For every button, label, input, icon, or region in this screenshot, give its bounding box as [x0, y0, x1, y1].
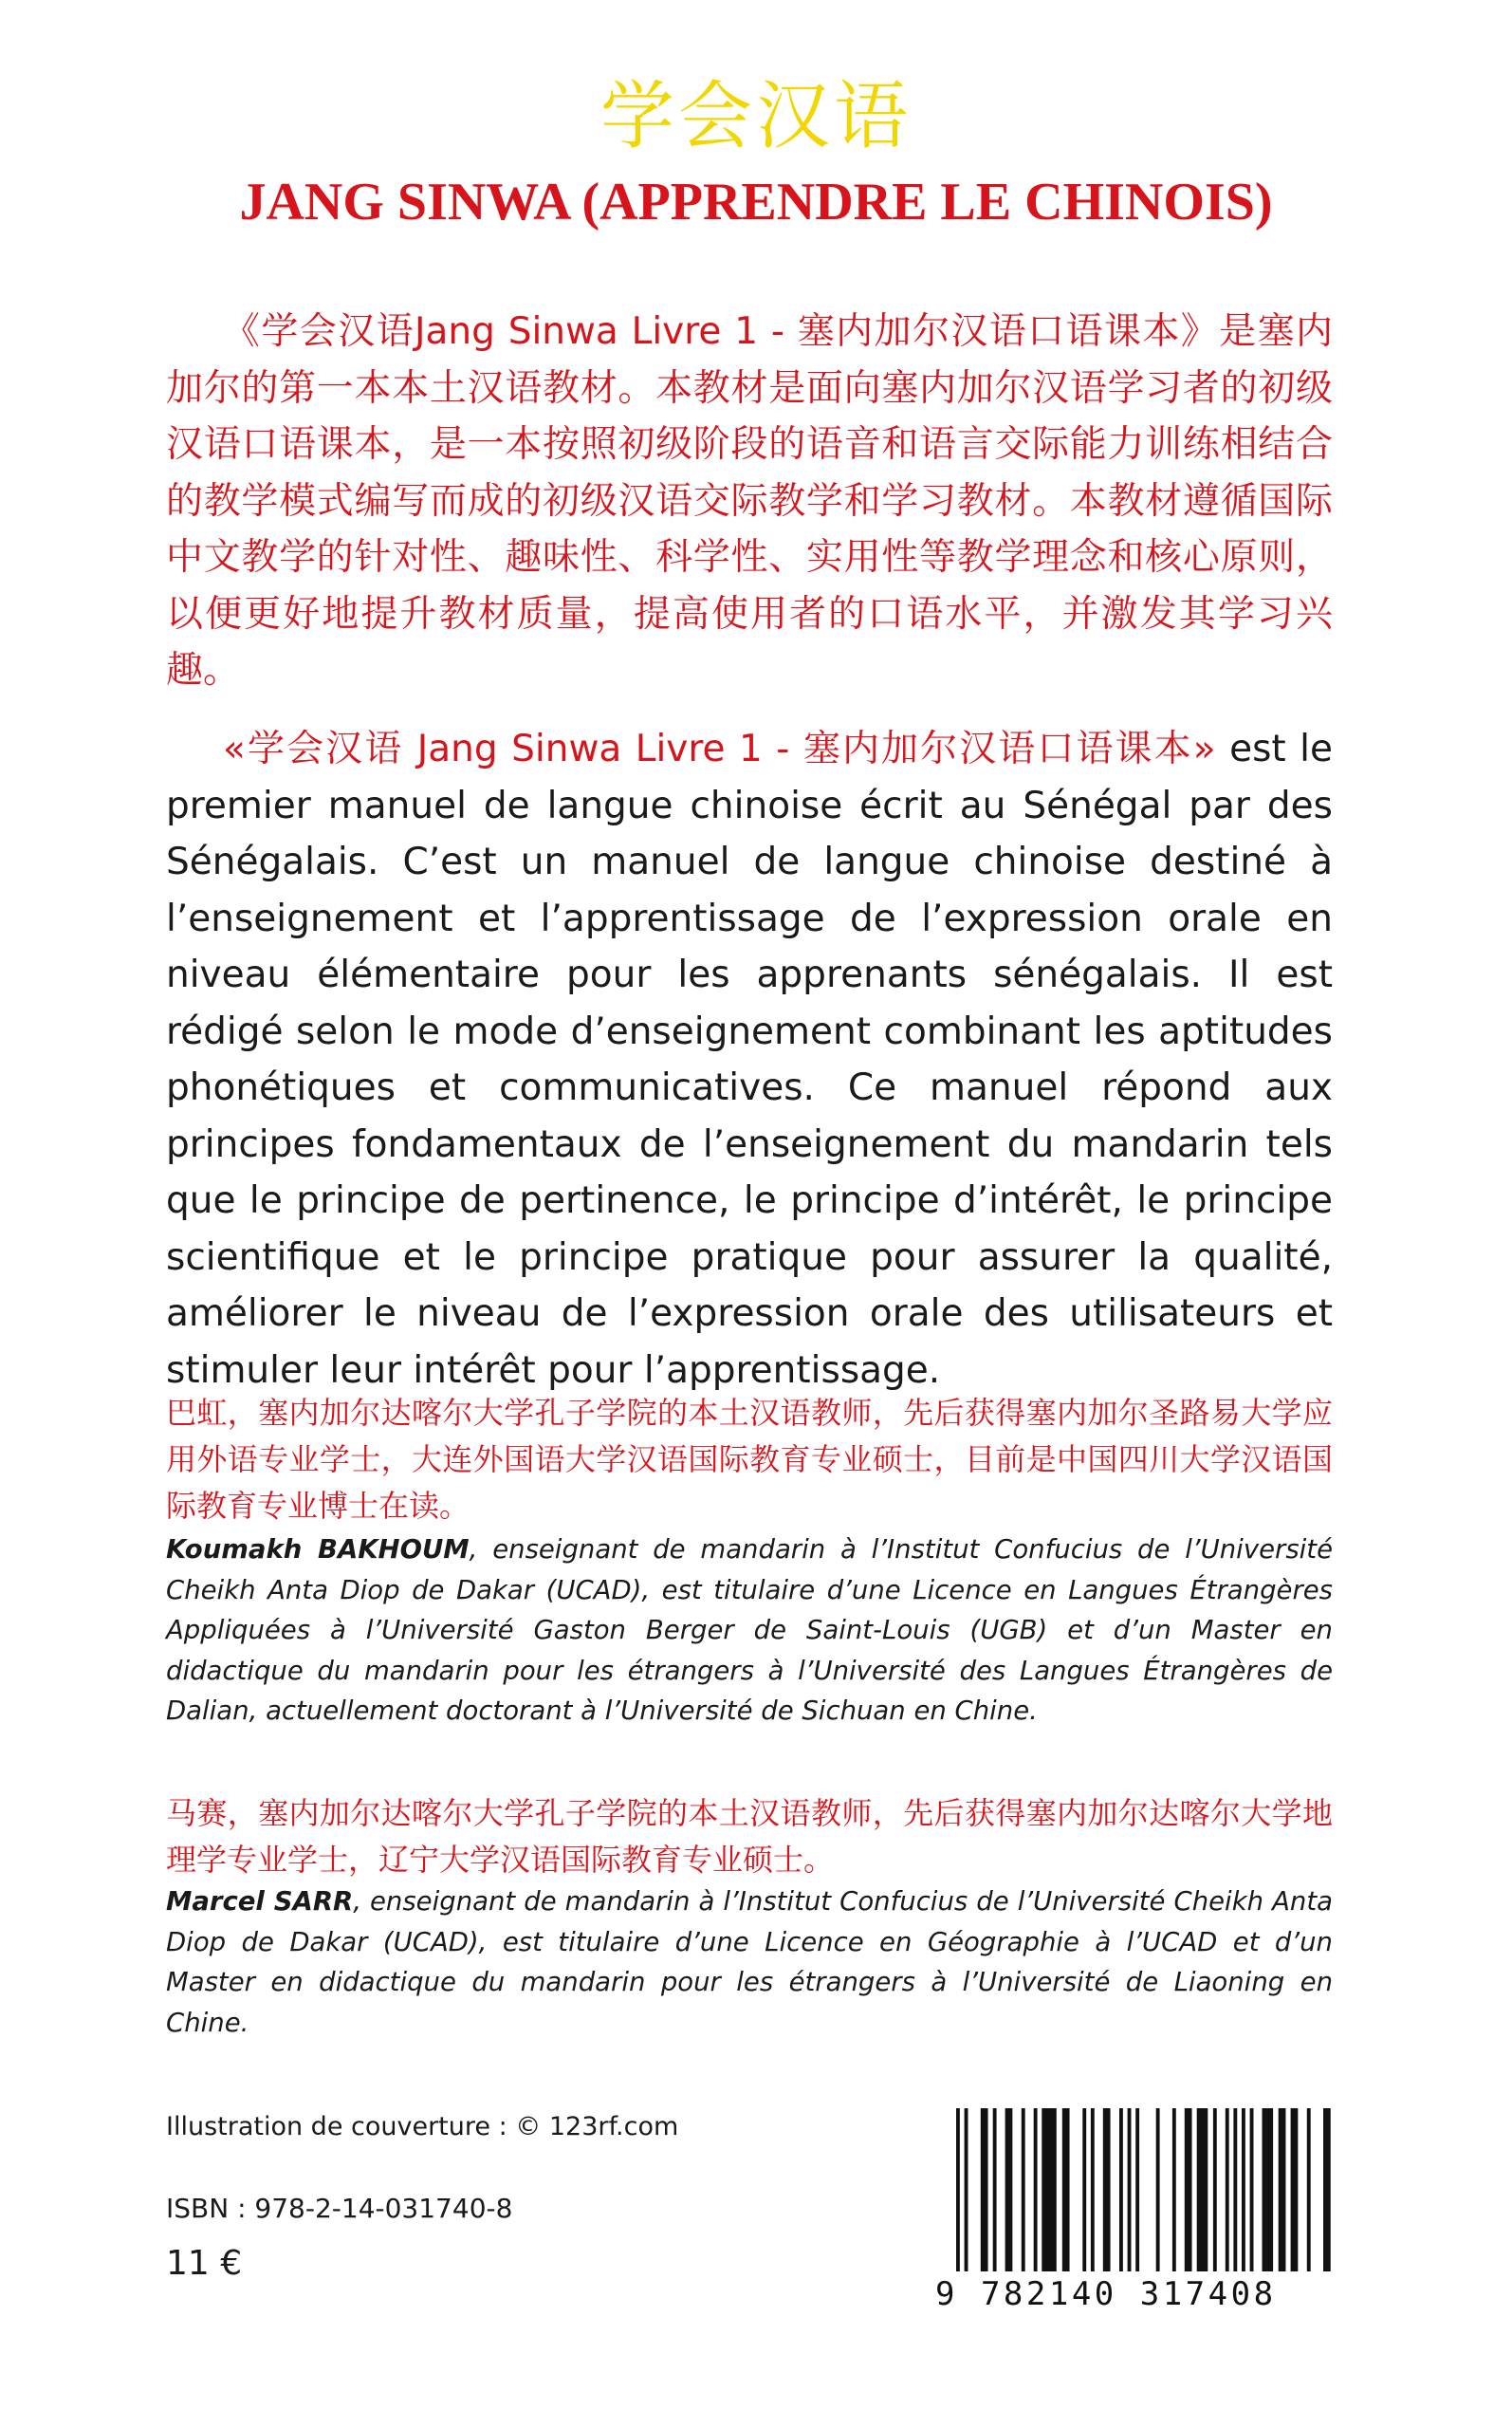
barcode-bar — [1242, 2108, 1245, 2271]
barcode-bar — [1022, 2108, 1025, 2271]
author-2-bio-french — [166, 1881, 1333, 2043]
author-2-bio-text: , enseignant de mandarin à l’Institut Confucius de l’Université Cheikh Anta Diop de Dakar (UCAD), est titulaire d’une Licence en Géographie à l’UCAD et d’un Master en didactique du mandarin pour les étrangers à l’Université de Liaoning en Chine. — [166, 1886, 1333, 2038]
barcode-bar — [1323, 2108, 1331, 2271]
barcode-bar — [1034, 2108, 1038, 2271]
cover-illustration-credit: Illustration de couverture : © 123rf.com — [166, 2112, 679, 2141]
barcode-bar — [1226, 2108, 1229, 2271]
author-2-bio-chinese: 马赛，塞内加尔达喀尔大学孔子学院的本土汉语教师，先后获得塞内加尔达喀尔大学地理学专业学士，辽宁大学汉语国际教育专业硕士。 — [166, 1795, 1333, 1878]
barcode-bar — [1279, 2108, 1286, 2271]
barcode-bar — [1213, 2108, 1217, 2271]
barcode-bar — [1119, 2108, 1123, 2271]
intro-chinese-paragraph: 《学会汉语Jang Sinwa Livre 1 - 塞内加尔汉语口语课本》是塞内加尔的第一本本土汉语教材。本教材是面向塞内加尔汉语学习者的初级汉语口语课本，是一本按照初级阶段的语音和语言交际能力训练相结合的教学模式编写而成的初级汉语交际教学和学习教材。本教材遵循国际中文教学的针对性、趣味性、科学性、实用性等教学理念和核心原则，以便更好地提升教材质量，提高使用者的口语水平，并激发其学习兴趣。 — [166, 310, 1333, 692]
barcode-bar — [1185, 2108, 1192, 2271]
barcode-bar — [1103, 2108, 1111, 2271]
price: 11 € — [166, 2244, 243, 2283]
barcode-bar — [1091, 2108, 1095, 2271]
barcode-bar — [965, 2108, 968, 2271]
barcode-bar — [1042, 2108, 1056, 2271]
barcode-bar — [1128, 2108, 1132, 2271]
barcode — [935, 2108, 1334, 2317]
author-1-bio-text: , enseignant de mandarin à l’Institut Confucius de l’Université Cheikh Anta Diop de Dakar (UCAD), est titulaire d’une Licence en Langues Étrangères Appliquées à l’Université Gaston Berger de Saint-Louis (UGB) et d’un Master en didactique du mandarin pour les étrangers à l’Université des Langues Étrangères de Dalian, actuellement doctorant à l’Université de Sichuan en Chine. — [166, 1534, 1333, 1726]
barcode-bar — [1197, 2108, 1208, 2271]
author-1-name: Koumakh BAKHOUM — [166, 1534, 470, 1565]
author-2-name: Marcel SARR — [166, 1886, 354, 1917]
barcode-bar — [1250, 2108, 1254, 2271]
title-chinese: 学会汉语 — [599, 74, 912, 159]
barcode-bar — [981, 2108, 988, 2271]
barcode-bar — [1005, 2108, 1013, 2271]
barcode-bars — [935, 2108, 1334, 2277]
barcode-bar — [1233, 2108, 1237, 2271]
author-1-bio-french — [166, 1529, 1333, 1732]
author-1-bio-chinese: 巴虹，塞内加尔达喀尔大学孔子学院的本土汉语教师，先后获得塞内加尔圣路易大学应用外语专业学士，大连外国语大学汉语国际教育专业硕士，目前是中国四川大学汉语国际教育专业博士在读。 — [166, 1395, 1333, 1524]
barcode-digits: 9 782140 317408 — [935, 2275, 1277, 2313]
barcode-bar — [993, 2108, 997, 2271]
intro-french-text: est le premier manuel de langue chinoise écrit au Sénégal par des Sénégalais. C’est un manuel de langue chinoise destiné à l’enseignement et l’apprentissage de l’expression orale en niveau élémentaire pour les apprenants sénégalais. Il est rédigé selon le mode d’enseignement combinant les aptitudes phonétiques et communicatives. Ce manuel répond aux principes fondamentaux de l’enseignement du mandarin tels que le principe de pertinence, le principe d’intérêt, le principe scientifique et le principe pratique pour assurer la qualité, améliorer le niveau de l’expression orale des utilisateurs et stimuler leur intérêt pour l’apprentissage. — [166, 728, 1333, 1392]
isbn: ISBN : 978-2-14-031740-8 — [166, 2193, 513, 2224]
barcode-bar — [1062, 2108, 1070, 2271]
barcode-bar — [1082, 2108, 1086, 2271]
barcode-bar — [1307, 2108, 1311, 2271]
barcode-bar — [1135, 2108, 1139, 2271]
barcode-bar — [956, 2108, 960, 2271]
intro-french-book-title: «学会汉语 Jang Sinwa Livre 1 - 塞内加尔汉语口语课本» — [223, 728, 1216, 770]
intro-french-paragraph — [166, 721, 1333, 1399]
barcode-bar — [1263, 2108, 1274, 2271]
title-french: JANG SINWA (APPRENDRE LE CHINOIS) — [239, 173, 1273, 232]
barcode-bar — [1156, 2108, 1160, 2271]
barcode-bar — [1172, 2108, 1176, 2271]
barcode-bar — [1291, 2108, 1299, 2271]
